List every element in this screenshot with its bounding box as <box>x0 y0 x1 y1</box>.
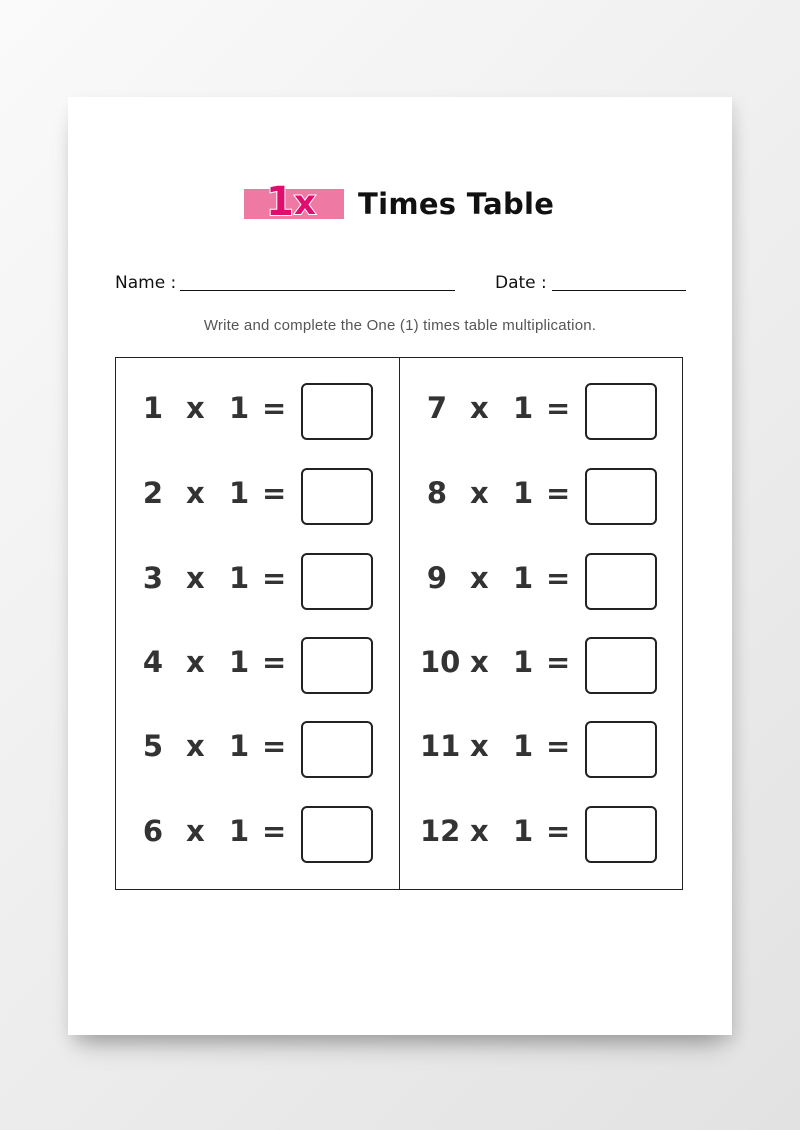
name-label: Name : <box>115 273 177 293</box>
answer-box[interactable] <box>301 721 373 778</box>
answer-box[interactable] <box>301 637 373 694</box>
equation-row <box>116 721 399 781</box>
multiplicand: 4 <box>142 645 164 679</box>
multiplier: 1 <box>229 729 250 763</box>
multiplication-grid <box>115 357 683 890</box>
multiplier: 1 <box>513 391 534 425</box>
date-label: Date : <box>495 273 547 293</box>
equals-sign: = <box>262 729 287 763</box>
instruction-text: Write and complete the One (1) times table multiplication. <box>203 317 597 334</box>
answer-box[interactable] <box>585 383 657 440</box>
answer-box[interactable] <box>585 637 657 694</box>
left-column <box>116 358 399 889</box>
name-field[interactable] <box>180 290 455 291</box>
answer-box[interactable] <box>585 721 657 778</box>
multiply-sign: x <box>470 561 489 595</box>
multiplier: 1 <box>229 476 250 510</box>
equation-row <box>400 637 683 697</box>
badge-multiply-icon: x <box>294 183 316 223</box>
equals-sign: = <box>546 729 571 763</box>
date-field[interactable] <box>552 290 686 291</box>
worksheet-page <box>68 97 732 1035</box>
equation-row <box>400 721 683 781</box>
multiplicand: 7 <box>426 391 448 425</box>
multiply-sign: x <box>470 729 489 763</box>
answer-box[interactable] <box>301 468 373 525</box>
equals-sign: = <box>546 645 571 679</box>
multiplier: 1 <box>229 645 250 679</box>
equation-row <box>400 806 683 866</box>
multiplicand: 5 <box>142 729 164 763</box>
multiply-sign: x <box>186 729 205 763</box>
equals-sign: = <box>262 645 287 679</box>
multiplicand: 1 <box>142 391 164 425</box>
multiplier: 1 <box>513 729 534 763</box>
equation-row <box>400 553 683 613</box>
multiplicand: 11 <box>420 729 461 763</box>
answer-box[interactable] <box>585 806 657 863</box>
multiply-sign: x <box>186 391 205 425</box>
equals-sign: = <box>262 476 287 510</box>
badge-number: 1 <box>266 179 294 225</box>
multiplicand: 12 <box>420 814 461 848</box>
multiply-sign: x <box>186 561 205 595</box>
answer-box[interactable] <box>301 806 373 863</box>
equation-row <box>116 383 399 443</box>
multiplicand: 9 <box>426 561 448 595</box>
answer-box[interactable] <box>301 383 373 440</box>
multiply-sign: x <box>470 645 489 679</box>
equals-sign: = <box>262 391 287 425</box>
equals-sign: = <box>546 814 571 848</box>
multiply-sign: x <box>186 476 205 510</box>
multiplicand: 6 <box>142 814 164 848</box>
equation-row <box>116 553 399 613</box>
answer-box[interactable] <box>301 553 373 610</box>
multiplicand: 2 <box>142 476 164 510</box>
multiply-sign: x <box>470 391 489 425</box>
multiplier: 1 <box>513 476 534 510</box>
multiply-sign: x <box>186 814 205 848</box>
equation-row <box>400 383 683 443</box>
multiplicand: 8 <box>426 476 448 510</box>
answer-box[interactable] <box>585 468 657 525</box>
equation-row <box>116 637 399 697</box>
equation-row <box>116 468 399 528</box>
answer-box[interactable] <box>585 553 657 610</box>
multiplier: 1 <box>513 814 534 848</box>
times-badge-logo <box>244 179 344 225</box>
equals-sign: = <box>546 476 571 510</box>
equals-sign: = <box>262 561 287 595</box>
multiply-sign: x <box>470 814 489 848</box>
equals-sign: = <box>546 561 571 595</box>
multiplicand: 3 <box>142 561 164 595</box>
equation-row <box>400 468 683 528</box>
multiplicand: 10 <box>420 645 461 679</box>
multiplier: 1 <box>229 814 250 848</box>
multiply-sign: x <box>186 645 205 679</box>
multiplier: 1 <box>229 391 250 425</box>
multiplier: 1 <box>229 561 250 595</box>
multiplier: 1 <box>513 561 534 595</box>
equation-row <box>116 806 399 866</box>
multiply-sign: x <box>470 476 489 510</box>
multiplier: 1 <box>513 645 534 679</box>
equals-sign: = <box>262 814 287 848</box>
page-title: Times Table <box>358 187 555 221</box>
right-column <box>400 358 683 889</box>
equals-sign: = <box>546 391 571 425</box>
